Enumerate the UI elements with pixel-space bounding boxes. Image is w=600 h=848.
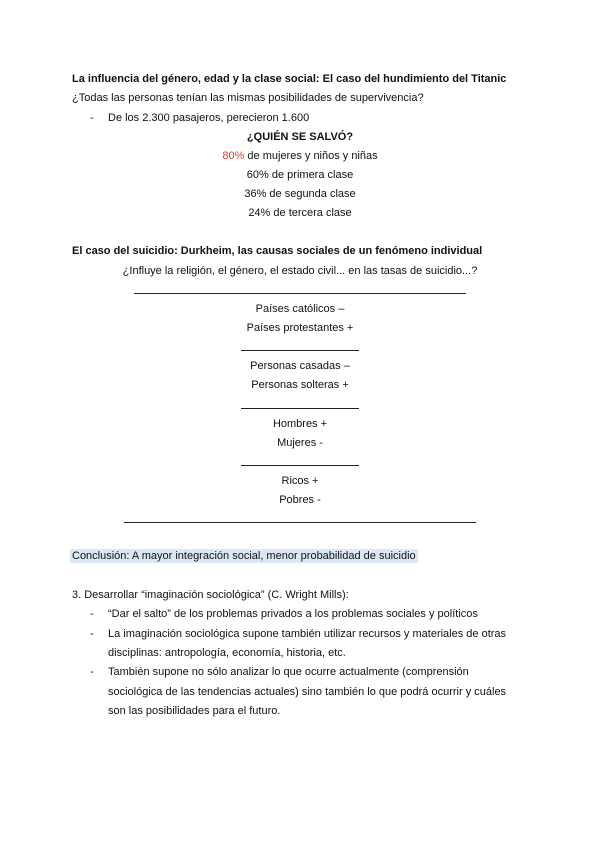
titanic-heading: La influencia del género, edad y la clase social: El caso del hundimiento del Titanic xyxy=(72,73,507,85)
stat-line xyxy=(0,149,600,163)
conclusion xyxy=(70,549,418,563)
survivors-subheading: ¿QUIÉN SE SALVÓ? xyxy=(246,131,354,143)
dash-bullet: - xyxy=(90,608,94,620)
imagination-heading: 3. Desarrollar “imaginación sociológica” (C. Wright Mills): xyxy=(72,589,349,601)
divider xyxy=(241,408,359,409)
bullet-item: También supone no sólo analizar lo que ocurre actualmente (comprensión xyxy=(108,666,469,678)
dash-bullet: - xyxy=(90,628,94,640)
stat-text: de primera clase xyxy=(268,169,354,181)
group-line: Ricos + xyxy=(281,475,319,487)
dash-bullet: - xyxy=(90,112,94,124)
divider xyxy=(241,465,359,466)
bullet-item-continued: sociológica de las tendencias actuales) sino también lo que podrá ocurrir y cuáles xyxy=(108,686,507,698)
stat-pct: 60% xyxy=(246,169,269,181)
group-line: Mujeres - xyxy=(277,437,323,449)
stat-text: de mujeres y niños y niñas xyxy=(244,150,378,162)
stat-pct: 24% xyxy=(248,207,271,219)
divider xyxy=(241,350,359,351)
group-line: Países católicos – xyxy=(255,303,345,315)
group-line: Personas casadas – xyxy=(250,360,350,372)
group-line: Países protestantes + xyxy=(246,322,354,334)
stat-pct: 80% xyxy=(222,150,245,162)
suicide-heading: El caso del suicidio: Durkheim, las causas sociales de un fenómeno individual xyxy=(72,245,483,257)
conclusion-highlight: Conclusión: A mayor integración social, menor probabilidad de suicidio xyxy=(72,550,416,562)
bullet-item-continued: son las posibilidades para el futuro. xyxy=(108,705,281,717)
stat-text: de tercera clase xyxy=(270,207,352,219)
stat-line xyxy=(0,187,600,201)
divider xyxy=(134,293,466,294)
bullet-item-continued: disciplinas: antropología, economía, historia, etc. xyxy=(108,647,346,659)
suicide-question: ¿Influye la religión, el género, el estado civil... en las tasas de suicidio...? xyxy=(122,265,478,277)
stat-line xyxy=(0,168,600,182)
stat-pct: 36% xyxy=(244,188,267,200)
divider xyxy=(124,522,476,523)
passengers-bullet: De los 2.300 pasajeros, perecieron 1.600 xyxy=(108,112,310,124)
bullet-item: “Dar el salto” de los problemas privados a los problemas sociales y políticos xyxy=(108,608,478,620)
dash-bullet: - xyxy=(90,666,94,678)
group-line: Hombres + xyxy=(272,418,328,430)
bullet-item: La imaginación sociológica supone también utilizar recursos y materiales de otras xyxy=(108,628,507,640)
group-line: Personas solteras + xyxy=(251,379,349,391)
stat-text: de segunda clase xyxy=(266,188,356,200)
titanic-question: ¿Todas las personas tenían las mismas posibilidades de supervivencia? xyxy=(72,92,424,104)
stat-line xyxy=(0,206,600,220)
group-line: Pobres - xyxy=(279,494,321,506)
